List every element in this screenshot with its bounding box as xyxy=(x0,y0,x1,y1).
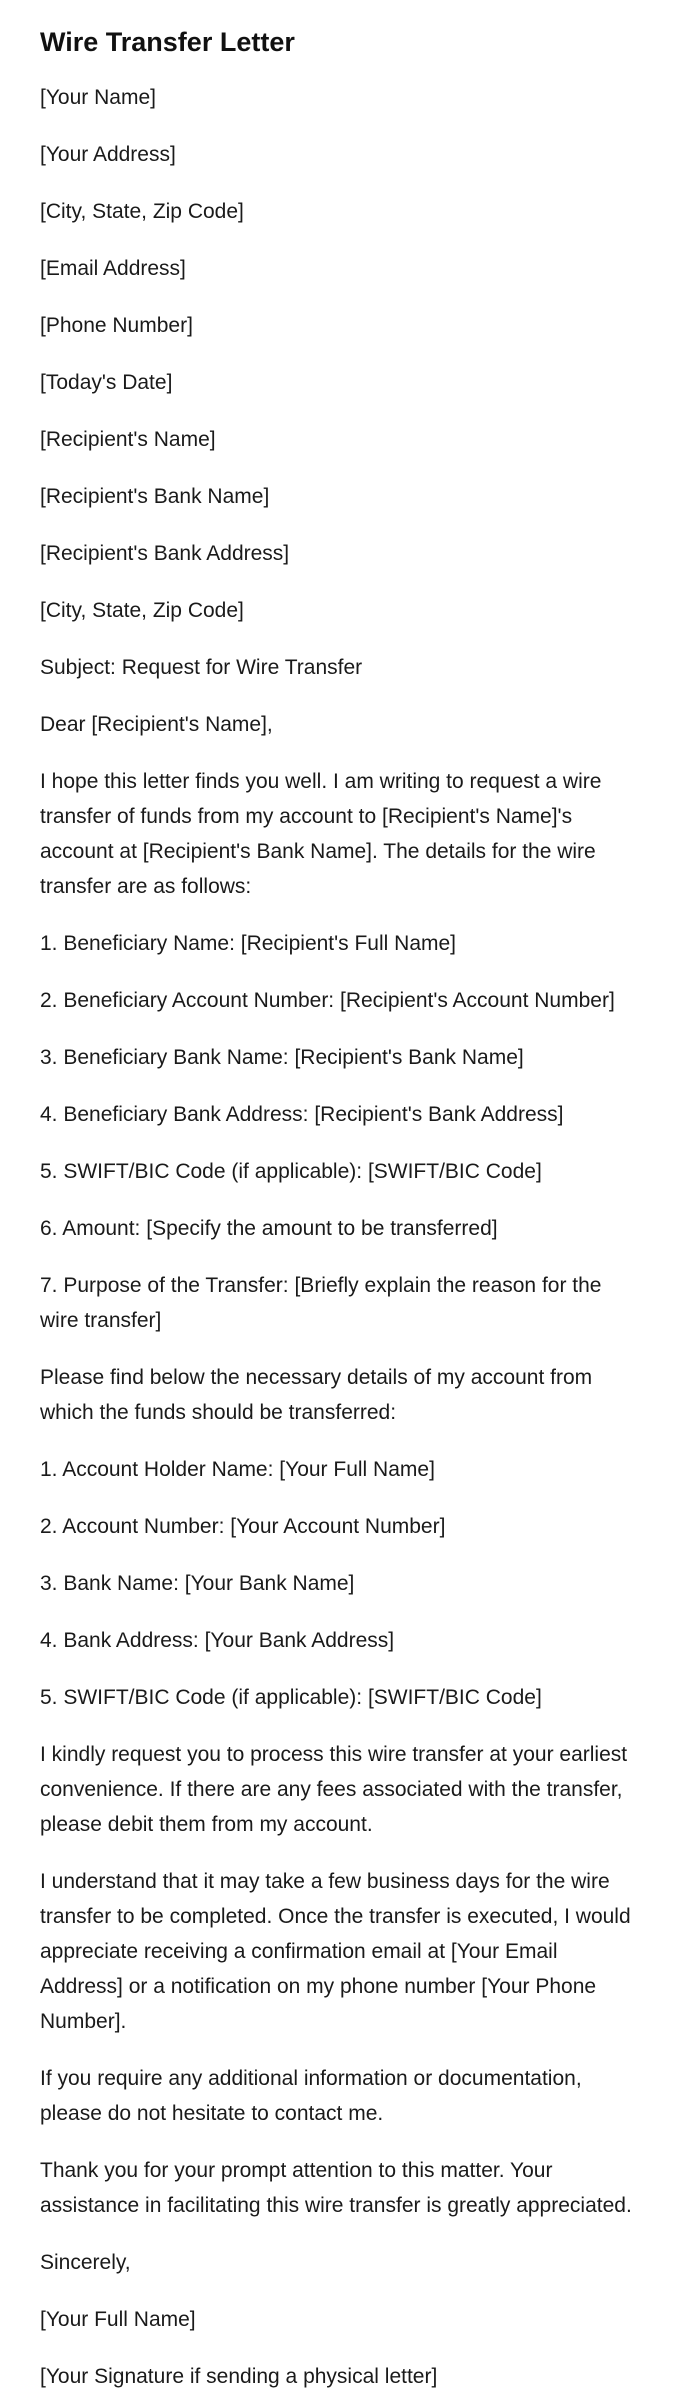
transfer-detail-item: 1. Beneficiary Name: [Recipient's Full Name] xyxy=(40,932,457,955)
signature-line: [Your Signature if sending a physical letter] xyxy=(40,2365,438,2388)
intro-paragraph: I hope this letter finds you well. I am writing to request a wire transfer of funds from my account to [Recipient's Name]'s account at [Recipient's Bank Name]. The details for the wire transfer are as follows: xyxy=(40,770,602,898)
transfer-detail-item: 5. SWIFT/BIC Code (if applicable): [SWIFT/BIC Code] xyxy=(40,1160,542,1183)
body-paragraph: I understand that it may take a few business days for the wire transfer to be completed. Once the transfer is executed, I would appreciate receiving a confirmation email at [Your Email Address] or a notification on my phone number [Your Phone Number]. xyxy=(40,1870,631,2033)
letter-date: [Today's Date] xyxy=(40,371,173,394)
sender-city-state-zip: [City, State, Zip Code] xyxy=(40,200,244,223)
transfer-detail-item: 2. Beneficiary Account Number: [Recipient's Account Number] xyxy=(40,989,615,1012)
letter-body xyxy=(40,80,638,2394)
closing: Sincerely, xyxy=(40,2251,131,2274)
body-paragraph: If you require any additional information or documentation, please do not hesitate to contact me. xyxy=(40,2067,582,2125)
transfer-detail-item: 6. Amount: [Specify the amount to be transferred] xyxy=(40,1217,498,1240)
sender-name: [Your Name] xyxy=(40,86,156,109)
salutation: Dear [Recipient's Name], xyxy=(40,713,273,736)
signature-name: [Your Full Name] xyxy=(40,2308,196,2331)
transfer-detail-item: 7. Purpose of the Transfer: [Briefly explain the reason for the wire transfer] xyxy=(40,1274,602,1332)
subject-line: Subject: Request for Wire Transfer xyxy=(40,656,363,679)
account-detail-item: 1. Account Holder Name: [Your Full Name] xyxy=(40,1458,435,1481)
body-paragraph: Thank you for your prompt attention to this matter. Your assistance in facilitating this wire transfer is greatly appreciated. xyxy=(40,2159,632,2217)
transfer-detail-item: 4. Beneficiary Bank Address: [Recipient's Bank Address] xyxy=(40,1103,564,1126)
recipient-bank-name: [Recipient's Bank Name] xyxy=(40,485,270,508)
account-detail-item: 5. SWIFT/BIC Code (if applicable): [SWIFT/BIC Code] xyxy=(40,1686,542,1709)
transfer-detail-item: 3. Beneficiary Bank Name: [Recipient's Bank Name] xyxy=(40,1046,524,1069)
recipient-bank-address: [Recipient's Bank Address] xyxy=(40,542,290,565)
body-paragraph: I kindly request you to process this wire transfer at your earliest convenience. If there are any fees associated with the transfer, please debit them from my account. xyxy=(40,1743,628,1836)
sender-address: [Your Address] xyxy=(40,143,176,166)
recipient-city-state-zip: [City, State, Zip Code] xyxy=(40,599,244,622)
account-detail-item: 4. Bank Address: [Your Bank Address] xyxy=(40,1629,395,1652)
sender-email: [Email Address] xyxy=(40,257,186,280)
account-intro-paragraph: Please find below the necessary details of my account from which the funds should be transferred: xyxy=(40,1366,593,1424)
account-detail-item: 2. Account Number: [Your Account Number] xyxy=(40,1515,446,1538)
page-title: Wire Transfer Letter xyxy=(40,27,295,57)
recipient-name: [Recipient's Name] xyxy=(40,428,216,451)
sender-phone: [Phone Number] xyxy=(40,314,193,337)
account-detail-item: 3. Bank Name: [Your Bank Name] xyxy=(40,1572,355,1595)
